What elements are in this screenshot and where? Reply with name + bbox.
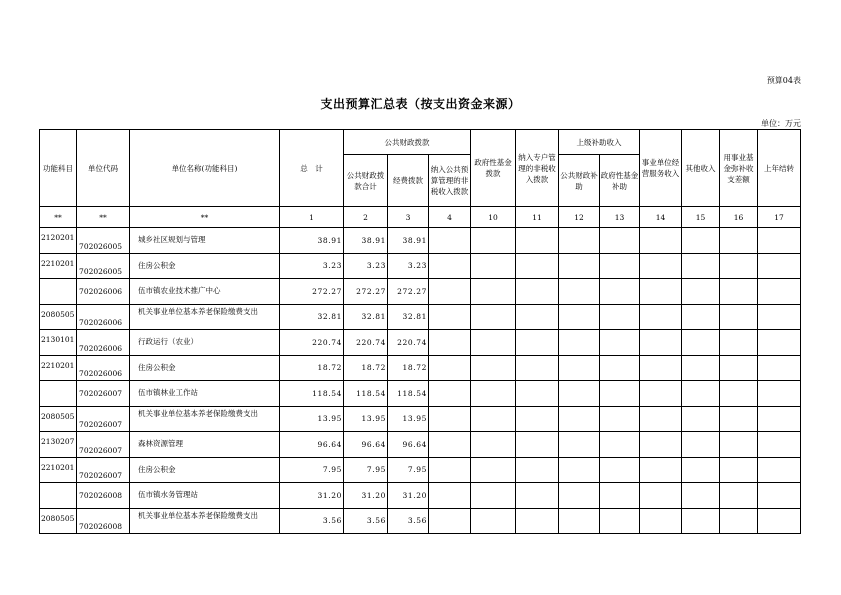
empty-cell (559, 304, 600, 330)
empty-cell (758, 381, 801, 407)
table-row (40, 508, 801, 534)
unit-name-cell: 住房公积金 (130, 457, 280, 483)
unit-code-cell: 702026006 (77, 330, 130, 356)
func-code-cell: 2120201 (40, 228, 77, 254)
empty-cell (640, 381, 682, 407)
func-code-cell (40, 279, 77, 305)
unit-code-cell: 702026006 (77, 355, 130, 381)
empty-cell (516, 355, 559, 381)
empty-cell (516, 304, 559, 330)
unit-code-cell: 702026008 (77, 483, 130, 509)
empty-cell (640, 406, 682, 432)
empty-cell (720, 432, 758, 458)
empty-cell (758, 304, 801, 330)
empty-cell (640, 304, 682, 330)
func-code-cell: 2210201 (40, 253, 77, 279)
table-row (40, 279, 801, 305)
unit-code-cell: 702026005 (77, 228, 130, 254)
empty-cell (758, 279, 801, 305)
empty-cell (600, 228, 640, 254)
empty-cell (429, 279, 471, 305)
header-upper-subsidy: 上级补助收入 (559, 130, 640, 155)
unit-code-cell: 702026006 (77, 304, 130, 330)
unit-name-text: 机关事业单位基本养老保险缴费支出 (138, 306, 258, 316)
unit-code-cell: 702026007 (77, 432, 130, 458)
func-code-cell: 2080505 (40, 304, 77, 330)
empty-cell (600, 483, 640, 509)
header-unit-name: 单位名称(功能科目) (130, 130, 280, 207)
empty-cell (758, 253, 801, 279)
unit-code-cell: 702026007 (77, 406, 130, 432)
header-carryover: 上年结转 (758, 130, 801, 207)
header-pf-budget-nontax: 纳入公共预算管理的非税收入拨款 (429, 155, 471, 207)
empty-cell (471, 228, 516, 254)
empty-cell (600, 253, 640, 279)
empty-cell (516, 483, 559, 509)
header-total: 总 计 (280, 130, 344, 207)
table-row (40, 355, 801, 381)
total-cell: 32.81 (280, 304, 344, 330)
empty-cell (516, 228, 559, 254)
func-code-cell: 2080505 (40, 406, 77, 432)
marker-cell: 15 (682, 207, 720, 228)
empty-cell (429, 457, 471, 483)
table-row (40, 457, 801, 483)
empty-cell (758, 457, 801, 483)
empty-cell (720, 253, 758, 279)
unit-name-cell: 住房公积金 (130, 253, 280, 279)
pf-expense-cell: 18.72 (388, 355, 429, 381)
func-code-cell: 2130207 (40, 432, 77, 458)
empty-cell (516, 330, 559, 356)
empty-cell (758, 508, 801, 534)
empty-cell (758, 355, 801, 381)
empty-cell (600, 457, 640, 483)
marker-cell: 4 (429, 207, 471, 228)
header-pf-subtotal: 公共财政拨款合计 (344, 155, 388, 207)
empty-cell (559, 483, 600, 509)
empty-cell (516, 253, 559, 279)
table-row (40, 304, 801, 330)
header-us-public: 公共财政补助 (559, 155, 600, 207)
unit-name-cell: 伍市镇水务管理站 (130, 483, 280, 509)
column-number-row (40, 207, 801, 228)
empty-cell (720, 457, 758, 483)
pf-expense-cell: 38.91 (388, 228, 429, 254)
pf-subtotal-cell: 272.27 (344, 279, 388, 305)
empty-cell (758, 330, 801, 356)
empty-cell (471, 381, 516, 407)
marker-cell: 11 (516, 207, 559, 228)
pf-expense-cell: 3.56 (388, 508, 429, 534)
unit-code-cell: 702026008 (77, 508, 130, 534)
empty-cell (682, 330, 720, 356)
empty-cell (471, 253, 516, 279)
total-cell: 272.27 (280, 279, 344, 305)
empty-cell (720, 330, 758, 356)
marker-cell: ** (77, 207, 130, 228)
pf-subtotal-cell: 7.95 (344, 457, 388, 483)
unit-name-cell: 森林资源管理 (130, 432, 280, 458)
total-cell: 220.74 (280, 330, 344, 356)
header-service-income: 事业单位经营服务收入 (640, 130, 682, 207)
empty-cell (682, 483, 720, 509)
empty-cell (600, 381, 640, 407)
empty-cell (640, 355, 682, 381)
unit-name-cell: 伍市镇林业工作站 (130, 381, 280, 407)
empty-cell (429, 253, 471, 279)
empty-cell (720, 279, 758, 305)
total-cell: 18.72 (280, 355, 344, 381)
empty-cell (429, 406, 471, 432)
pf-subtotal-cell: 38.91 (344, 228, 388, 254)
empty-cell (429, 330, 471, 356)
header-pf-expense: 经费拨款 (388, 155, 429, 207)
pf-expense-cell: 118.54 (388, 381, 429, 407)
empty-cell (516, 279, 559, 305)
pf-expense-cell: 3.23 (388, 253, 429, 279)
empty-cell (471, 355, 516, 381)
budget-table (39, 129, 801, 534)
pf-subtotal-cell: 118.54 (344, 381, 388, 407)
table-row (40, 406, 801, 432)
pf-expense-cell: 31.20 (388, 483, 429, 509)
empty-cell (429, 381, 471, 407)
empty-cell (640, 483, 682, 509)
empty-cell (600, 330, 640, 356)
func-code-cell: 2130101 (40, 330, 77, 356)
empty-cell (720, 406, 758, 432)
unit-name-cell: 城乡社区规划与管理 (130, 228, 280, 254)
unit-name-cell: 住房公积金 (130, 355, 280, 381)
empty-cell (640, 330, 682, 356)
func-code-cell: 2080505 (40, 508, 77, 534)
header-func-code: 功能科目 (40, 130, 77, 207)
pf-subtotal-cell: 3.23 (344, 253, 388, 279)
empty-cell (758, 228, 801, 254)
marker-cell: 17 (758, 207, 801, 228)
empty-cell (471, 483, 516, 509)
empty-cell (682, 432, 720, 458)
unit-code-cell: 702026005 (77, 253, 130, 279)
empty-cell (559, 457, 600, 483)
empty-cell (682, 279, 720, 305)
empty-cell (471, 279, 516, 305)
marker-cell: 3 (388, 207, 429, 228)
empty-cell (640, 508, 682, 534)
empty-cell (559, 432, 600, 458)
func-code-cell: 2210201 (40, 355, 77, 381)
pf-expense-cell: 13.95 (388, 406, 429, 432)
empty-cell (429, 432, 471, 458)
empty-cell (516, 381, 559, 407)
unit-name-text: 机关事业单位基本养老保险缴费支出 (138, 510, 258, 520)
empty-cell (682, 457, 720, 483)
empty-cell (720, 228, 758, 254)
empty-cell (758, 483, 801, 509)
empty-cell (720, 304, 758, 330)
unit-label: 单位：万元 (761, 119, 801, 128)
empty-cell (640, 457, 682, 483)
empty-cell (640, 228, 682, 254)
pf-subtotal-cell: 3.56 (344, 508, 388, 534)
empty-cell (720, 508, 758, 534)
empty-cell (471, 304, 516, 330)
unit-code-cell: 702026007 (77, 457, 130, 483)
empty-cell (720, 355, 758, 381)
table-row (40, 381, 801, 407)
pf-expense-cell: 32.81 (388, 304, 429, 330)
empty-cell (720, 483, 758, 509)
empty-cell (600, 432, 640, 458)
pf-expense-cell: 272.27 (388, 279, 429, 305)
func-code-cell (40, 483, 77, 509)
empty-cell (471, 508, 516, 534)
pf-subtotal-cell: 13.95 (344, 406, 388, 432)
page-title: 支出预算汇总表（按支出资金来源） (320, 97, 521, 111)
empty-cell (471, 330, 516, 356)
pf-subtotal-cell: 32.81 (344, 304, 388, 330)
empty-cell (682, 381, 720, 407)
empty-cell (682, 228, 720, 254)
header-gov-fund: 政府性基金拨款 (471, 130, 516, 207)
empty-cell (559, 330, 600, 356)
marker-cell: 13 (600, 207, 640, 228)
pf-subtotal-cell: 220.74 (344, 330, 388, 356)
empty-cell (559, 253, 600, 279)
marker-cell: 14 (640, 207, 682, 228)
empty-cell (516, 432, 559, 458)
empty-cell (429, 228, 471, 254)
empty-cell (471, 432, 516, 458)
unit-code-cell: 702026007 (77, 381, 130, 407)
header-fund-gap: 用事业基金弥补收支差额 (720, 130, 758, 207)
func-code-cell: 2210201 (40, 457, 77, 483)
empty-cell (559, 228, 600, 254)
table-row (40, 432, 801, 458)
empty-cell (682, 406, 720, 432)
total-cell: 3.56 (280, 508, 344, 534)
table-row (40, 483, 801, 509)
empty-cell (516, 508, 559, 534)
total-cell: 38.91 (280, 228, 344, 254)
total-cell: 13.95 (280, 406, 344, 432)
total-cell: 7.95 (280, 457, 344, 483)
unit-name-cell: 伍市镇农业技术推广中心 (130, 279, 280, 305)
empty-cell (471, 406, 516, 432)
header-unit-code: 单位代码 (77, 130, 130, 207)
empty-cell (640, 432, 682, 458)
empty-cell (758, 406, 801, 432)
pf-subtotal-cell: 31.20 (344, 483, 388, 509)
unit-code-cell: 702026006 (77, 279, 130, 305)
empty-cell (559, 355, 600, 381)
pf-expense-cell: 96.64 (388, 432, 429, 458)
total-cell: 96.64 (280, 432, 344, 458)
empty-cell (559, 406, 600, 432)
empty-cell (559, 381, 600, 407)
empty-cell (600, 304, 640, 330)
empty-cell (516, 457, 559, 483)
empty-cell (600, 406, 640, 432)
pf-expense-cell: 7.95 (388, 457, 429, 483)
empty-cell (682, 253, 720, 279)
marker-cell: ** (40, 207, 77, 228)
empty-cell (682, 508, 720, 534)
unit-name-cell (130, 406, 280, 432)
empty-cell (429, 508, 471, 534)
empty-cell (600, 355, 640, 381)
unit-name-cell: 行政运行（农业） (130, 330, 280, 356)
total-cell: 118.54 (280, 381, 344, 407)
func-code-cell (40, 381, 77, 407)
empty-cell (600, 508, 640, 534)
unit-name-text: 机关事业单位基本养老保险缴费支出 (138, 408, 258, 418)
marker-cell: 12 (559, 207, 600, 228)
header-us-gov-fund: 政府性基金补助 (600, 155, 640, 207)
marker-cell: ** (130, 207, 280, 228)
empty-cell (559, 279, 600, 305)
header-other-income: 其他收入 (682, 130, 720, 207)
empty-cell (640, 253, 682, 279)
table-row (40, 253, 801, 279)
pf-subtotal-cell: 18.72 (344, 355, 388, 381)
unit-name-cell (130, 304, 280, 330)
header-public-finance: 公共财政拨款 (344, 130, 471, 155)
empty-cell (682, 355, 720, 381)
marker-cell: 1 (280, 207, 344, 228)
pf-subtotal-cell: 96.64 (344, 432, 388, 458)
total-cell: 31.20 (280, 483, 344, 509)
empty-cell (516, 406, 559, 432)
form-number: 预算04表 (766, 76, 801, 85)
total-cell: 3.23 (280, 253, 344, 279)
table-row (40, 228, 801, 254)
empty-cell (559, 508, 600, 534)
marker-cell: 2 (344, 207, 388, 228)
empty-cell (758, 432, 801, 458)
empty-cell (682, 304, 720, 330)
empty-cell (600, 279, 640, 305)
empty-cell (429, 304, 471, 330)
empty-cell (720, 381, 758, 407)
table-row (40, 330, 801, 356)
pf-expense-cell: 220.74 (388, 330, 429, 356)
empty-cell (429, 355, 471, 381)
empty-cell (429, 483, 471, 509)
header-special-nontax: 纳入专户管理的非税收入拨款 (516, 130, 559, 207)
marker-cell: 16 (720, 207, 758, 228)
unit-name-cell (130, 508, 280, 534)
empty-cell (640, 279, 682, 305)
marker-cell: 10 (471, 207, 516, 228)
empty-cell (471, 457, 516, 483)
